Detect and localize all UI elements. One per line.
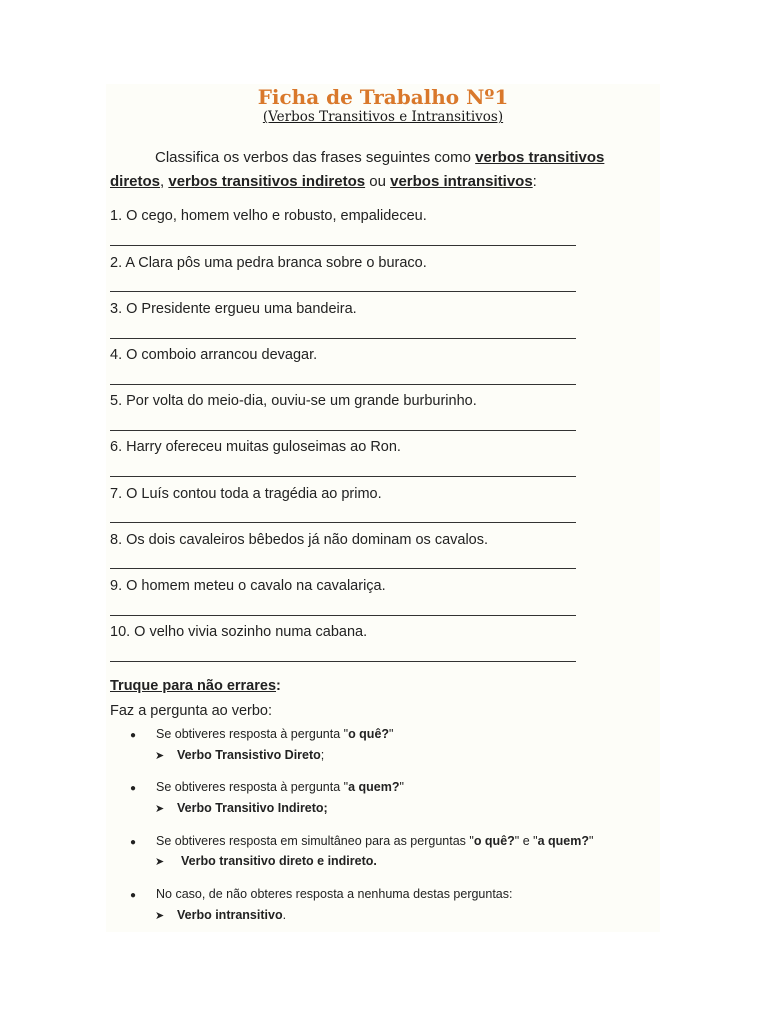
instruction-text — [110, 146, 640, 194]
tip-bullet-1-text: Se obtiveres resposta à pergunta " — [156, 727, 349, 741]
question-7: 7. O Luís contou toda a tragédia ao primo. — [110, 486, 382, 502]
tip-result-1-suffix: ; — [320, 748, 325, 762]
answer-line-3[interactable] — [110, 338, 576, 339]
instruction-sep2: ou — [365, 173, 391, 190]
term-intransitive: verbos intransitivos — [390, 173, 533, 190]
instruction-text-before: Classifica os verbos das frases seguintes como — [155, 149, 476, 166]
worksheet-subtitle: (Verbos Transitivos e Intransitivos) — [262, 109, 504, 125]
instruction-sep1: , — [160, 173, 169, 190]
term-transitive-indirect: verbos transitivos indiretos — [168, 173, 366, 190]
arrow-right-icon: ➤ — [155, 910, 165, 922]
tip-bullet-4-text: No caso, de não obteres resposta a nenhuma destas perguntas: — [156, 887, 513, 901]
answer-line-7[interactable] — [110, 522, 576, 523]
tip-result-1-text: Verbo Transistivo Direto — [177, 748, 321, 762]
term-transitive-direct: verbos transitivos diretos — [110, 149, 605, 190]
question-6: 6. Harry ofereceu muitas guloseimas ao Ron. — [110, 439, 401, 455]
tip-bullet-1-quote: " — [389, 727, 394, 741]
tip-intro: Faz a pergunta ao verbo: — [110, 703, 273, 719]
tip-bullet-2-question: a quem? — [348, 780, 400, 794]
tip-bullet-3-quote: " — [588, 834, 594, 848]
bullet-dot-icon: ● — [130, 730, 137, 741]
tip-bullet-2-text: Se obtiveres resposta à pergunta " — [156, 780, 349, 794]
tip-bullet-4 — [130, 887, 512, 901]
arrow-right-icon: ➤ — [155, 803, 165, 815]
tip-result-2-text: Verbo Transitivo Indireto; — [177, 801, 328, 815]
answer-line-8[interactable] — [110, 568, 576, 569]
arrow-right-icon: ➤ — [155, 750, 165, 762]
question-4: 4. O comboio arrancou devagar. — [110, 347, 318, 363]
tip-heading — [110, 678, 281, 694]
worksheet-title: Ficha de Trabalho Nº1 — [257, 85, 509, 109]
question-5: 5. Por volta do meio-dia, ouviu-se um grande burburinho. — [110, 393, 477, 409]
question-10: 10. O velho vivia sozinho numa cabana. — [110, 624, 368, 640]
answer-line-9[interactable] — [110, 615, 576, 616]
instruction-text-after: : — [532, 173, 537, 190]
question-3: 3. O Presidente ergueu uma bandeira. — [110, 301, 357, 317]
answer-line-5[interactable] — [110, 430, 576, 431]
tip-bullet-3-text: Se obtiveres resposta em simultâneo para as perguntas " — [156, 834, 474, 848]
tip-result-3-text: Verbo transitivo direto e indireto. — [181, 854, 377, 868]
tip-bullet-1-question: o quê? — [348, 727, 390, 741]
tip-result-4-suffix: . — [282, 908, 287, 922]
tip-result-1 — [155, 748, 324, 762]
tip-heading-text: Truque para não errares — [110, 678, 277, 694]
answer-line-4[interactable] — [110, 384, 576, 385]
question-8: 8. Os dois cavaleiros bêbedos já não dominam os cavalos. — [110, 532, 489, 548]
tip-result-2 — [155, 801, 328, 815]
bullet-dot-icon: ● — [130, 783, 137, 794]
tip-result-4 — [155, 908, 286, 922]
bullet-dot-icon: ● — [130, 890, 137, 901]
answer-line-10[interactable] — [110, 661, 576, 662]
tip-bullet-3-question-2: a quem? — [537, 834, 589, 848]
tip-bullet-1 — [130, 727, 393, 741]
question-2: 2. A Clara pôs uma pedra branca sobre o buraco. — [110, 255, 427, 271]
tip-heading-colon: : — [276, 678, 281, 694]
arrow-right-icon: ➤ — [155, 856, 165, 868]
bullet-dot-icon: ● — [130, 837, 137, 848]
answer-line-1[interactable] — [110, 245, 576, 246]
question-9: 9. O homem meteu o cavalo na cavalariça. — [110, 578, 386, 594]
tip-result-4-text: Verbo intransitivo — [177, 908, 283, 922]
tip-bullet-2 — [130, 780, 404, 794]
question-1: 1. O cego, homem velho e robusto, empalideceu. — [110, 208, 427, 224]
tip-bullet-3-question-1: o quê? — [473, 834, 515, 848]
answer-line-6[interactable] — [110, 476, 576, 477]
tip-result-3 — [155, 854, 377, 868]
tip-bullet-3-and: " e " — [514, 834, 538, 848]
answer-line-2[interactable] — [110, 291, 576, 292]
tip-bullet-3 — [130, 834, 593, 848]
tip-bullet-2-quote: " — [399, 780, 404, 794]
